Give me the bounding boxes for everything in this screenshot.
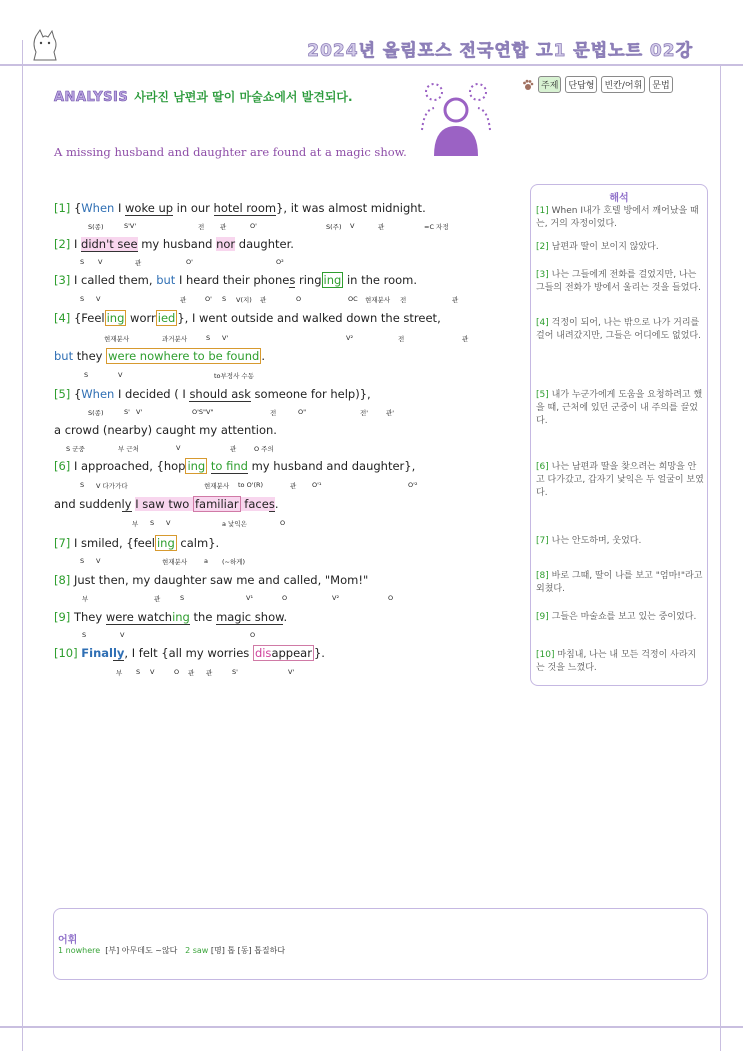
vocabulary-title: 어휘 [58, 935, 78, 946]
summary-english: A missing husband and daughter are found at a magic show. [54, 145, 407, 159]
sentence-8: [8] Just then, my daughter saw me and called, "Mom!" [54, 573, 369, 587]
sentence-5: [5] {When I decided ( I should ask someone for help)}, [54, 387, 371, 401]
paw-icon [522, 79, 534, 91]
people-group-icon [420, 80, 492, 160]
frame-top-line [0, 64, 743, 66]
analysis-tag: ANALYSIS [54, 90, 129, 105]
mascot-logo-icon [30, 28, 60, 62]
sentence-5-cont: a crowd (nearby) caught my attention. [54, 423, 277, 437]
analysis-heading [54, 88, 353, 105]
vocabulary-line: 1 nowhere [부] 아무데도 ~않다 2 saw [명] 톱 [동] 톱질하다 [58, 946, 286, 955]
analysis-summary-ko: 사라진 남편과 딸이 마술쇼에서 발견되다. [134, 90, 353, 104]
chip-topic: 주제 [538, 76, 561, 93]
translation-10: [10] 마침내, 나는 내 모든 걱정이 사라지는 것을 느꼈다. [536, 650, 697, 673]
sentence-1: [1] {When I woke up in our hotel room}, it was almost midnight. [54, 201, 426, 215]
sentence-4: [4] {Feel ing worr ied }, I went outside and walked down the street, [54, 311, 441, 325]
sentence-7: [7] I smiled, {feel ing calm}. [54, 536, 220, 550]
sentence-4-cont: but they were nowhere to be found . [54, 349, 265, 363]
frame-bottom-line [0, 1026, 743, 1028]
sentence-6: [6] I approached, {hop ing to find my husband and daughter}, [54, 459, 416, 473]
translation-title: 해석 [609, 193, 629, 204]
translation-5: [5] 내가 누군가에게 도움을 요청하려고 했을 때, 근처에 있던 군중이 내 주의를 끌었다. [536, 390, 703, 426]
nowhere-box: were nowhere to be found [108, 349, 260, 363]
vocabulary-panel [53, 908, 708, 980]
translation-8: [8] 바로 그때, 딸이 나를 보고 "엄마!"라고 외쳤다. [536, 571, 703, 594]
chip-grammar: 문법 [649, 76, 672, 93]
translation-2: [2] 남편과 딸이 보이지 않았다. [536, 242, 659, 252]
chip-blank-vocab: 빈칸/어휘 [601, 76, 645, 93]
frame-right-line [720, 64, 721, 1051]
sentence-6-cont: and suddenly I saw two familiar faces. [54, 497, 279, 511]
chip-short-answer: 단답형 [565, 76, 597, 93]
translation-3: [3] 나는 그들에게 전화를 걸었지만, 나는 그들의 전화가 방에서 울리는 것을 들었다. [536, 270, 701, 293]
page-header-title: 2024년 올림포스 전국연합 고1 문법노트 02강 [307, 41, 693, 61]
translation-7: [7] 나는 안도하며, 웃었다. [536, 536, 642, 546]
translation-panel [530, 184, 708, 686]
sentence-3: [3] I called them, but I heard their phones ring ing in the room. [54, 273, 418, 287]
disappear-box: disappear [254, 646, 312, 660]
i-saw-highlight: I saw two familiar faces [135, 497, 275, 511]
translation-1: [1] When I내가 호텔 방에서 깨어났을 때는, 거의 자정이었다. [536, 206, 699, 229]
translation-9: [9] 그들은 마술쇼를 보고 있는 중이었다. [536, 612, 697, 622]
sentence-2: [2] I didn't see my husband nor daughter. [54, 237, 294, 251]
translation-6: [6] 나는 남편과 딸을 찾으려는 희망을 안고 다가갔고, 갑자기 낯익은 두 얼굴이 보였다. [536, 462, 704, 498]
sentence-9: [9] They were watching the magic show. [54, 610, 288, 624]
frame-left-line [22, 40, 23, 1051]
question-type-chips [522, 76, 673, 93]
sentence-10: [10] Finally, I felt {all my worries disappear }. [54, 646, 325, 660]
translation-4: [4] 걱정이 되어, 나는 밖으로 나가 거리를 걸어 내려갔지만, 그들은 어디에도 없었다. [536, 318, 701, 341]
